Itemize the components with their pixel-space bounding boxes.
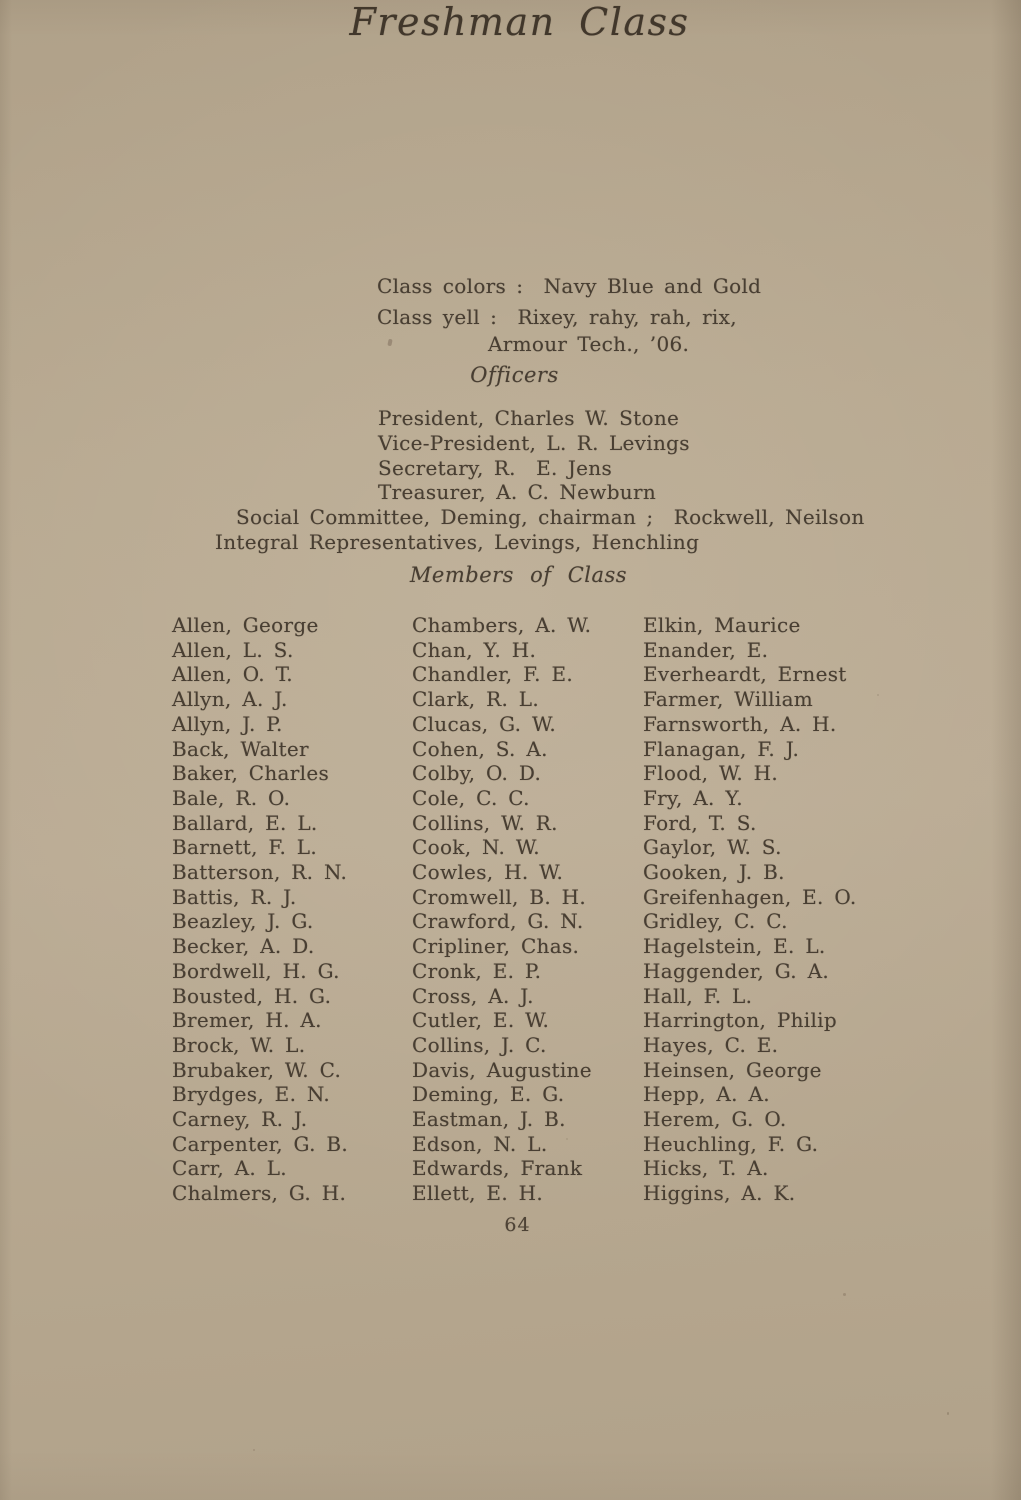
member-name: Fry, A. Y. — [643, 785, 743, 810]
member-name: Becker, A. D. — [172, 934, 315, 959]
officer-line: Vice-President, L. R. Levings — [378, 430, 690, 455]
member-name: Haggender, G. A. — [643, 958, 829, 983]
member-name: Hicks, T. A. — [643, 1156, 769, 1181]
class-yell-continuation: Armour Tech., ’06. — [488, 332, 690, 356]
member-name: Cross, A. J. — [412, 983, 534, 1008]
member-name: Clucas, G. W. — [412, 711, 556, 736]
member-name: Cowles, H. W. — [412, 860, 564, 885]
officers-heading: Officers — [470, 363, 559, 387]
member-name: Chambers, A. W. — [412, 613, 592, 637]
member-name: Flanagan, F. J. — [643, 736, 800, 761]
paper-speck — [877, 694, 879, 696]
member-name: Edson, N. L. — [412, 1131, 548, 1156]
member-name: Ballard, E. L. — [172, 810, 318, 835]
member-name: Allen, George — [172, 613, 319, 637]
member-name: Allyn, J. P. — [172, 711, 283, 736]
member-name: Farnsworth, A. H. — [643, 711, 837, 736]
paper-speck — [387, 339, 392, 347]
member-name: Carney, R. J. — [172, 1107, 308, 1132]
page-title: Freshman Class — [349, 0, 690, 44]
member-name: Cole, C. C. — [412, 785, 530, 810]
page-number: 64 — [504, 1214, 531, 1236]
member-name: Barnett, F. L. — [172, 835, 318, 860]
member-name: Collins, W. R. — [412, 810, 558, 835]
member-name: Higgins, A. K. — [643, 1181, 796, 1206]
member-name: Allyn, A. J. — [172, 687, 288, 712]
members-column-3 — [643, 613, 857, 1206]
member-name: Cook, N. W. — [412, 835, 540, 860]
member-name: Chan, Y. H. — [412, 637, 537, 662]
officer-line: Secretary, R. E. Jens — [378, 455, 613, 480]
member-name: Farmer, William — [643, 687, 814, 712]
member-name: Cromwell, B. H. — [412, 884, 587, 909]
member-name: Chandler, F. E. — [412, 662, 574, 687]
member-name: Hepp, A. A. — [643, 1082, 770, 1107]
paper-speck — [947, 1412, 949, 1415]
member-name: Edwards, Frank — [412, 1156, 583, 1181]
members-heading: Members of Class — [409, 563, 628, 587]
member-name: Cronk, E. P. — [412, 958, 542, 983]
members-column-1 — [172, 613, 348, 1206]
officer-line: President, Charles W. Stone — [378, 406, 680, 430]
officers-list — [378, 406, 690, 505]
paper-speck — [566, 1138, 568, 1140]
member-name: Bremer, H. A. — [172, 1008, 322, 1033]
member-name: Enander, E. — [643, 637, 769, 662]
member-name: Everheardt, Ernest — [643, 662, 847, 687]
member-name: Herem, G. O. — [643, 1107, 787, 1132]
class-yell-line: Class yell : Rixey, rahy, rah, rix, — [377, 305, 737, 329]
member-name: Cohen, S. A. — [412, 736, 548, 761]
member-name: Brydges, E. N. — [172, 1082, 331, 1107]
member-name: Deming, E. G. — [412, 1082, 565, 1107]
paper-speck — [253, 1449, 255, 1451]
member-name: Brock, W. L. — [172, 1032, 306, 1057]
member-name: Eastman, J. B. — [412, 1107, 566, 1132]
member-name: Davis, Augustine — [412, 1057, 592, 1082]
member-name: Allen, L. S. — [172, 637, 294, 662]
member-name: Crawford, G. N. — [412, 909, 584, 934]
member-name: Harrington, Philip — [643, 1008, 837, 1033]
member-name: Allen, O. T. — [172, 662, 293, 687]
paper-speck — [843, 1293, 846, 1296]
member-name: Baker, Charles — [172, 761, 330, 786]
member-name: Bordwell, H. G. — [172, 958, 340, 983]
member-name: Hayes, C. E. — [643, 1032, 779, 1057]
social-committee-line: Social Committee, Deming, chairman ; Rockwell, Neilson — [236, 505, 865, 529]
member-name: Colby, O. D. — [412, 761, 542, 786]
member-name: Bousted, H. G. — [172, 983, 332, 1008]
member-name: Clark, R. L. — [412, 687, 540, 712]
class-colors-line: Class colors : Navy Blue and Gold — [377, 274, 762, 298]
members-column-2 — [412, 613, 592, 1206]
member-name: Brubaker, W. C. — [172, 1057, 342, 1082]
member-name: Cripliner, Chas. — [412, 934, 580, 959]
member-name: Greifenhagen, E. O. — [643, 884, 857, 909]
member-name: Ford, T. S. — [643, 810, 757, 835]
integral-representatives-line: Integral Representatives, Levings, Henchling — [215, 530, 700, 554]
member-name: Carr, A. L. — [172, 1156, 287, 1181]
member-name: Beazley, J. G. — [172, 909, 314, 934]
member-name: Chalmers, G. H. — [172, 1181, 347, 1206]
member-name: Hall, F. L. — [643, 983, 753, 1008]
member-name: Flood, W. H. — [643, 761, 779, 786]
member-name: Gridley, C. C. — [643, 909, 788, 934]
officer-line: Treasurer, A. C. Newburn — [378, 480, 657, 505]
member-name: Gaylor, W. S. — [643, 835, 782, 860]
member-name: Gooken, J. B. — [643, 860, 785, 885]
member-name: Carpenter, G. B. — [172, 1131, 349, 1156]
member-name: Battis, R. J. — [172, 884, 297, 909]
member-name: Heuchling, F. G. — [643, 1131, 819, 1156]
member-name: Back, Walter — [172, 736, 309, 761]
member-name: Bale, R. O. — [172, 785, 291, 810]
member-name: Heinsen, George — [643, 1057, 822, 1082]
member-name: Hagelstein, E. L. — [643, 934, 826, 959]
member-name: Collins, J. C. — [412, 1032, 547, 1057]
member-name: Batterson, R. N. — [172, 860, 348, 885]
member-name: Elkin, Maurice — [643, 613, 801, 637]
member-name: Cutler, E. W. — [412, 1008, 550, 1033]
member-name: Ellett, E. H. — [412, 1181, 544, 1206]
